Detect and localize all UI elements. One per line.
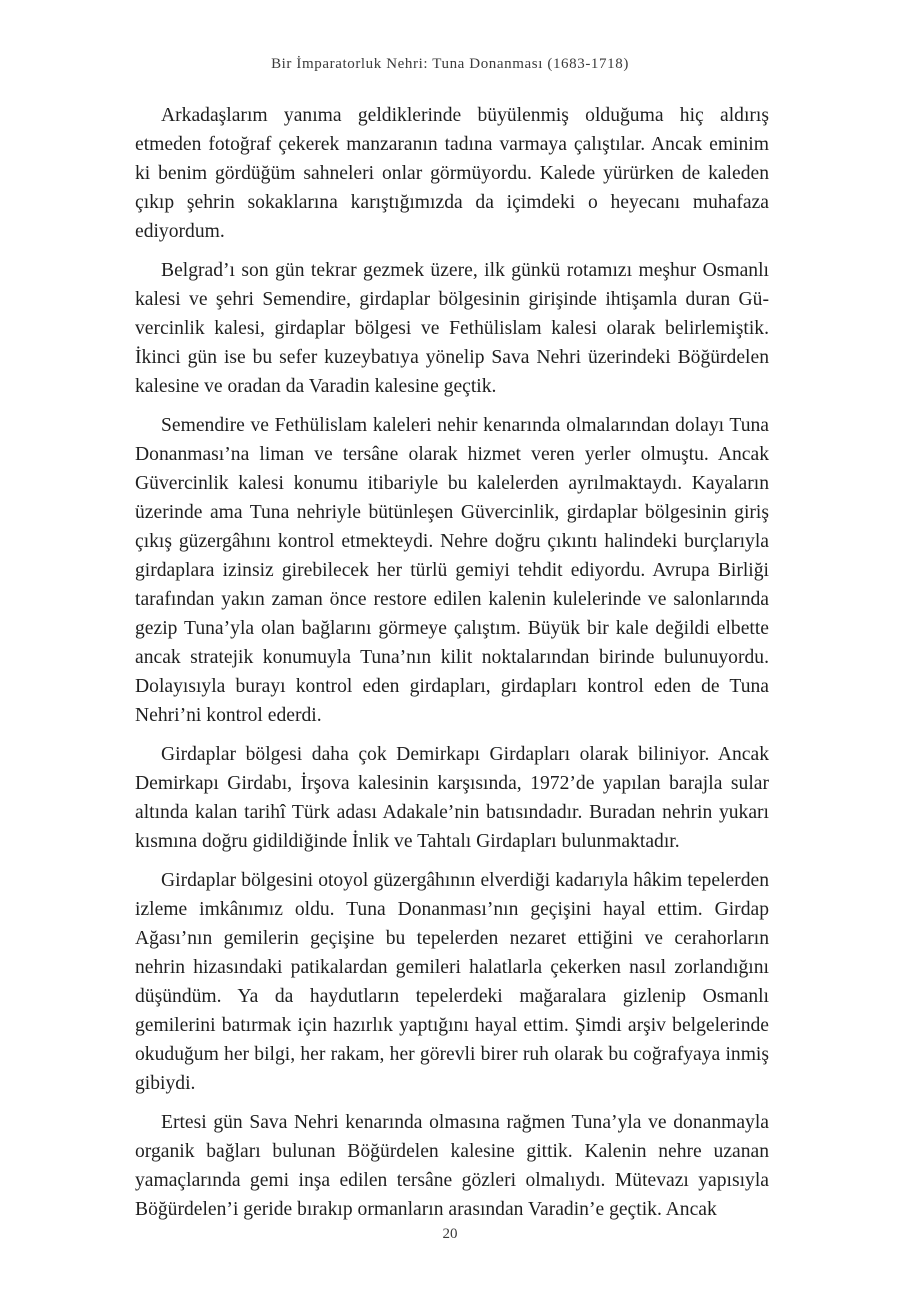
- page-number: 20: [442, 1226, 458, 1242]
- paragraph: Girdaplar bölgesini otoyol güzergâhının elverdiği kadarıyla hâkim tepelerden izleme imkânımız oldu. Tuna Donanması’nın geçişini hayal ettim. Girdap Ağası’nın gemilerin geçişine bu tepelerden nezaret ettiğini ve cerahorların nehrin hizasındaki patikalardan gemileri halatlarla çekerken nasıl zorlandığını düşündüm. Ya da haydutların tepelerdeki mağaralara gizlenip Osmanlı gemilerini batırmak için hazırlık yaptığını hayal ettim. Şimdi arşiv belgelerinde okuduğum her bilgi, her rakam, her görevli birer ruh olarak bu coğrafyaya inmiş gibiydi.: [135, 870, 769, 1094]
- paragraph: Semendire ve Fethülislam kaleleri nehir kenarında olmalarından dolayı Tuna Donanması’na liman ve tersâne olarak hizmet veren yerler olmuştu. Ancak Güvercinlik kalesi konumu itibariyle bu kalelerden ayrılmaktaydı. Kayaların üzerinde ama Tuna nehriyle bütünleşen Güvercinlik, girdaplar bölgesinin giriş çıkış güzergâhını kontrol etmekteydi. Nehre doğru çıkıntı halindeki burçlarıyla girdaplara izinsiz girebilecek her türlü gemiyi tehdit ediyordu. Avrupa Birliği tarafından yakın zaman önce restore edilen kalenin kulelerinde ve salonlarında gezip Tuna’yla olan bağlarını görmeye çalıştım. Büyük bir kale değildi elbette ancak stratejik konumuyla Tuna’nın kilit noktalarından birinde bulunuyordu. Dolayısıyla burayı kontrol eden girdapları, girdapları kontrol eden de Tuna Nehri’ni kontrol ederdi.: [135, 415, 769, 726]
- body-text: [135, 101, 769, 1234]
- paragraph: Ertesi gün Sava Nehri kenarında olmasına rağmen Tuna’yla ve donanmayla organik bağları bulunan Böğürdelen kalesine gittik. Kalenin nehre uzanan yamaçlarında gemi inşa edilen tersâne gözleri olmalıydı. Mütevazı yapısıyla Böğürdelen’i geride bırakıp ormanların arasından Varadin’e geçtik. Ancak: [135, 1112, 769, 1220]
- running-header: Bir İmparatorluk Nehri: Tuna Donanması (1683-1718): [271, 56, 629, 72]
- paragraph: Belgrad’ı son gün tekrar gezmek üzere, ilk günkü rotamızı meşhur Osmanlı kalesi ve şehri Semendire, girdaplar bölgesinin girişinde ihtişamla duran Güvercinlik kalesi, girdaplar bölgesi ve Fethülislam kalesi olarak belirlemiştik. İkinci gün ise bu sefer kuzeybatıya yönelip Sava Nehri üzerindeki Böğürdelen kalesine ve oradan da Varadin kalesine geçtik.: [135, 260, 769, 397]
- paragraph: Arkadaşlarım yanıma geldiklerinde büyülenmiş olduğuma hiç aldırış etmeden fotoğraf çekerek manzaranın tadına varmaya çalıştılar. Ancak eminim ki benim gördüğüm sahneleri onlar görmüyordu. Kalede yürürken de kaleden çıkıp şehrin sokaklarına karıştığımızda da içimdeki o heyecanı muhafaza ediyordum.: [135, 105, 769, 242]
- paragraph: Girdaplar bölgesi daha çok Demirkapı Girdapları olarak biliniyor. Ancak Demirkapı Girdabı, İrşova kalesinin karşısında, 1972’de yapılan barajla sular altında kalan tarihî Türk adası Adakale’nin batısındadır. Buradan nehrin yukarı kısmına doğru gidildiğinde İnlik ve Tahtalı Girdapları bulunmaktadır.: [135, 744, 769, 852]
